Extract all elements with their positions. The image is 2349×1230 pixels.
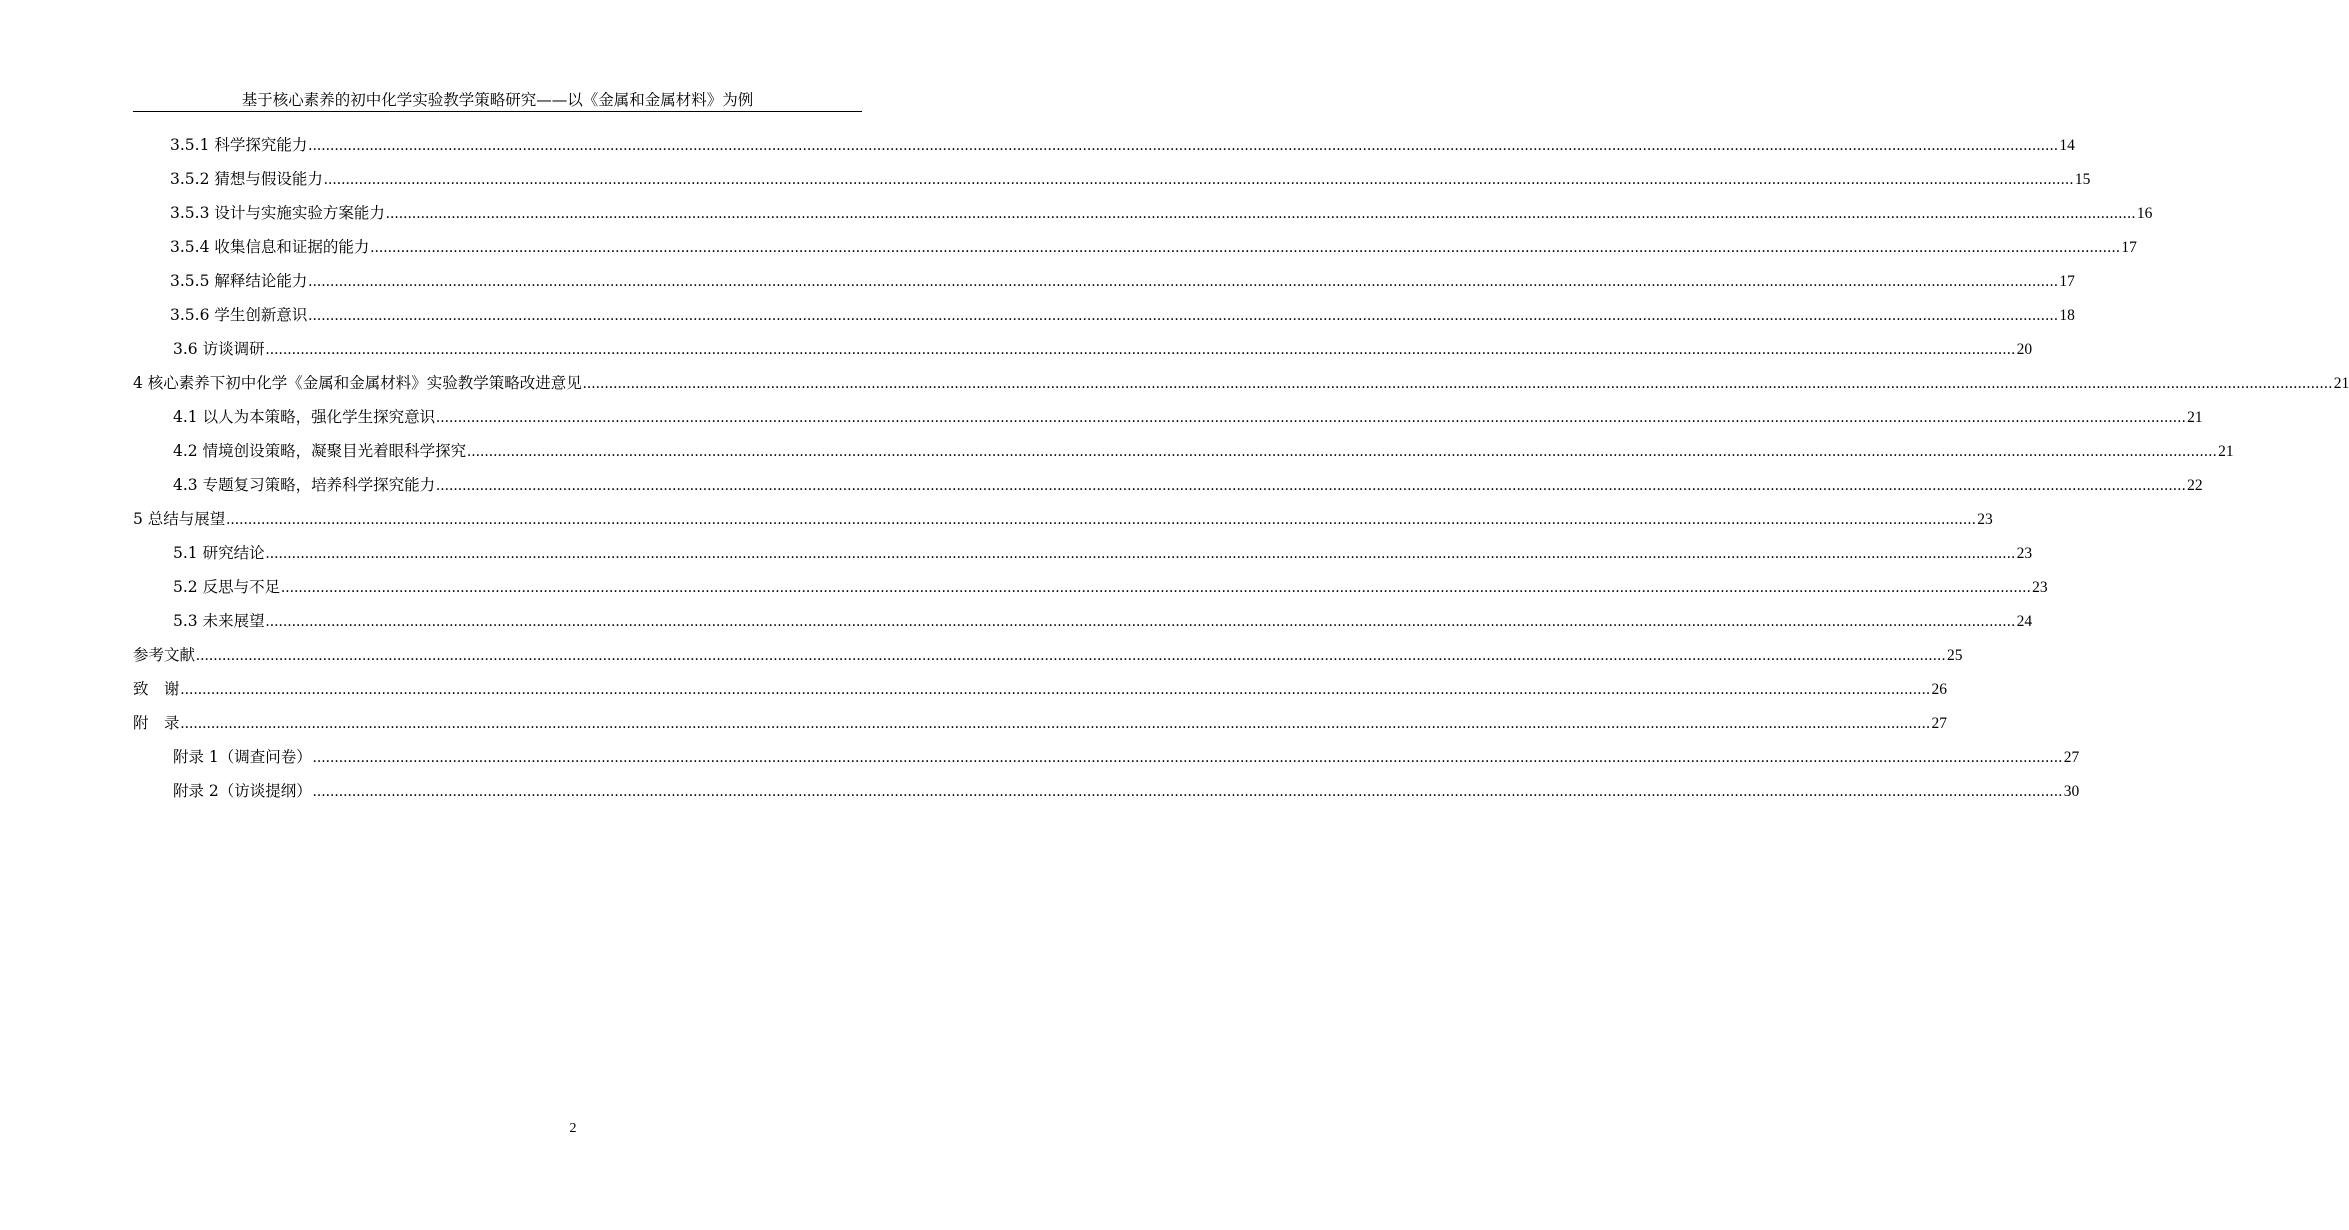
toc-dot-leader: ................................................................................................................................................................................................................................................................................................................................................................................................................ xyxy=(308,307,2059,324)
toc-dot-leader: ................................................................................................................................................................................................................................................................................................................................................................................................................ xyxy=(436,409,2187,426)
toc-dot-leader: ................................................................................................................................................................................................................................................................................................................................................................................................................ xyxy=(265,545,2016,562)
toc-entry-page-number: 17 xyxy=(2059,273,2075,290)
toc-entry-title: 5.2 反思与不足 xyxy=(173,578,281,596)
toc-entry[interactable] xyxy=(133,604,2033,638)
toc-dot-leader: ................................................................................................................................................................................................................................................................................................................................................................................................................ xyxy=(582,375,2333,392)
toc-entry-page-number: 16 xyxy=(2136,205,2153,222)
toc-entry[interactable] xyxy=(133,230,2137,264)
toc-entry-page-number: 21 xyxy=(2333,375,2349,392)
toc-dot-leader: ................................................................................................................................................................................................................................................................................................................................................................................................................ xyxy=(323,171,2074,188)
table-of-contents xyxy=(133,128,2349,808)
toc-entry[interactable] xyxy=(133,638,1963,672)
toc-entry-title: 参考文献 xyxy=(133,646,196,664)
toc-entry[interactable] xyxy=(133,672,1948,706)
toc-entry[interactable] xyxy=(133,162,2091,196)
toc-entry[interactable] xyxy=(133,434,2234,468)
toc-entry-page-number: 18 xyxy=(2059,307,2075,324)
toc-entry-title: 附 录 xyxy=(133,714,180,732)
toc-dot-leader: ................................................................................................................................................................................................................................................................................................................................................................................................................ xyxy=(308,273,2059,290)
toc-entry-title: 致 谢 xyxy=(133,680,180,698)
toc-entry-title: 3.5.6 学生创新意识 xyxy=(170,306,308,324)
toc-entry-title: 4.1 以人为本策略，强化学生探究意识 xyxy=(173,408,436,426)
toc-dot-leader: ................................................................................................................................................................................................................................................................................................................................................................................................................ xyxy=(281,579,2032,596)
toc-entry[interactable] xyxy=(133,774,2080,808)
toc-entry-page-number: 30 xyxy=(2063,783,2080,800)
toc-entry-title: 3.5.1 科学探究能力 xyxy=(170,136,308,154)
toc-entry-page-number: 22 xyxy=(2187,477,2203,494)
toc-entry-page-number: 25 xyxy=(1947,647,1963,664)
toc-entry-title: 5.1 研究结论 xyxy=(173,544,265,562)
toc-entry-page-number: 24 xyxy=(2016,613,2033,630)
toc-entry-page-number: 20 xyxy=(2016,341,2033,358)
toc-entry-page-number: 23 xyxy=(2032,579,2048,596)
toc-entry[interactable] xyxy=(133,298,2075,332)
toc-entry-title: 5.3 未来展望 xyxy=(173,612,265,630)
toc-entry-title: 3.5.4 收集信息和证据的能力 xyxy=(170,238,370,256)
toc-dot-leader: ................................................................................................................................................................................................................................................................................................................................................................................................................ xyxy=(196,647,1947,664)
toc-dot-leader: ................................................................................................................................................................................................................................................................................................................................................................................................................ xyxy=(436,477,2187,494)
toc-entry-title: 4.3 专题复习策略，培养科学探究能力 xyxy=(173,476,436,494)
toc-dot-leader: ................................................................................................................................................................................................................................................................................................................................................................................................................ xyxy=(370,239,2121,256)
toc-entry-page-number: 14 xyxy=(2059,137,2075,154)
toc-entry-page-number: 21 xyxy=(2218,443,2234,460)
toc-entry[interactable] xyxy=(133,400,2203,434)
toc-entry[interactable] xyxy=(133,128,2075,162)
toc-entry-title: 附录 2（访谈提纲） xyxy=(173,782,312,800)
toc-entry[interactable] xyxy=(133,706,1948,740)
toc-entry[interactable] xyxy=(133,332,2033,366)
toc-entry-page-number: 27 xyxy=(2063,749,2080,766)
toc-entry[interactable] xyxy=(133,196,2153,230)
toc-dot-leader: ................................................................................................................................................................................................................................................................................................................................................................................................................ xyxy=(265,341,2016,358)
toc-entry[interactable] xyxy=(133,468,2203,502)
toc-dot-leader: ................................................................................................................................................................................................................................................................................................................................................................................................................ xyxy=(308,137,2059,154)
toc-dot-leader: ................................................................................................................................................................................................................................................................................................................................................................................................................ xyxy=(265,613,2016,630)
toc-entry-title: 4.2 情境创设策略，凝聚目光着眼科学探究 xyxy=(173,442,467,460)
toc-dot-leader: ................................................................................................................................................................................................................................................................................................................................................................................................................ xyxy=(226,511,1977,528)
toc-dot-leader: ................................................................................................................................................................................................................................................................................................................................................................................................................ xyxy=(385,205,2136,222)
toc-entry-page-number: 17 xyxy=(2121,239,2137,256)
toc-dot-leader: ................................................................................................................................................................................................................................................................................................................................................................................................................ xyxy=(312,783,2063,800)
toc-entry-page-number: 21 xyxy=(2187,409,2203,426)
toc-entry[interactable] xyxy=(133,264,2075,298)
toc-dot-leader: ................................................................................................................................................................................................................................................................................................................................................................................................................ xyxy=(180,681,1931,698)
toc-entry[interactable] xyxy=(133,740,2080,774)
toc-entry[interactable] xyxy=(133,366,2349,400)
toc-dot-leader: ................................................................................................................................................................................................................................................................................................................................................................................................................ xyxy=(467,443,2218,460)
toc-dot-leader: ................................................................................................................................................................................................................................................................................................................................................................................................................ xyxy=(312,749,2063,766)
toc-entry[interactable] xyxy=(133,536,2033,570)
toc-entry-page-number: 15 xyxy=(2074,171,2091,188)
toc-entry[interactable] xyxy=(133,570,2048,604)
toc-entry-page-number: 27 xyxy=(1931,715,1948,732)
toc-entry-page-number: 23 xyxy=(2016,545,2033,562)
toc-entry-title: 3.6 访谈调研 xyxy=(173,340,265,358)
running-header: 基于核心素养的初中化学实验教学策略研究——以《金属和金属材料》为例 xyxy=(133,89,862,112)
toc-entry-title: 5 总结与展望 xyxy=(133,510,226,528)
toc-entry-title: 4 核心素养下初中化学《金属和金属材料》实验教学策略改进意见 xyxy=(133,374,582,392)
toc-entry[interactable] xyxy=(133,502,1993,536)
toc-entry-title: 3.5.3 设计与实施实验方案能力 xyxy=(170,204,385,222)
toc-entry-page-number: 26 xyxy=(1931,681,1948,698)
toc-entry-title: 附录 1（调查问卷） xyxy=(173,748,312,766)
toc-entry-title: 3.5.5 解释结论能力 xyxy=(170,272,308,290)
toc-dot-leader: ................................................................................................................................................................................................................................................................................................................................................................................................................ xyxy=(180,715,1931,732)
toc-entry-title: 3.5.2 猜想与假设能力 xyxy=(170,170,323,188)
toc-entry-page-number: 23 xyxy=(1977,511,1993,528)
page-number: 2 xyxy=(569,1121,577,1136)
